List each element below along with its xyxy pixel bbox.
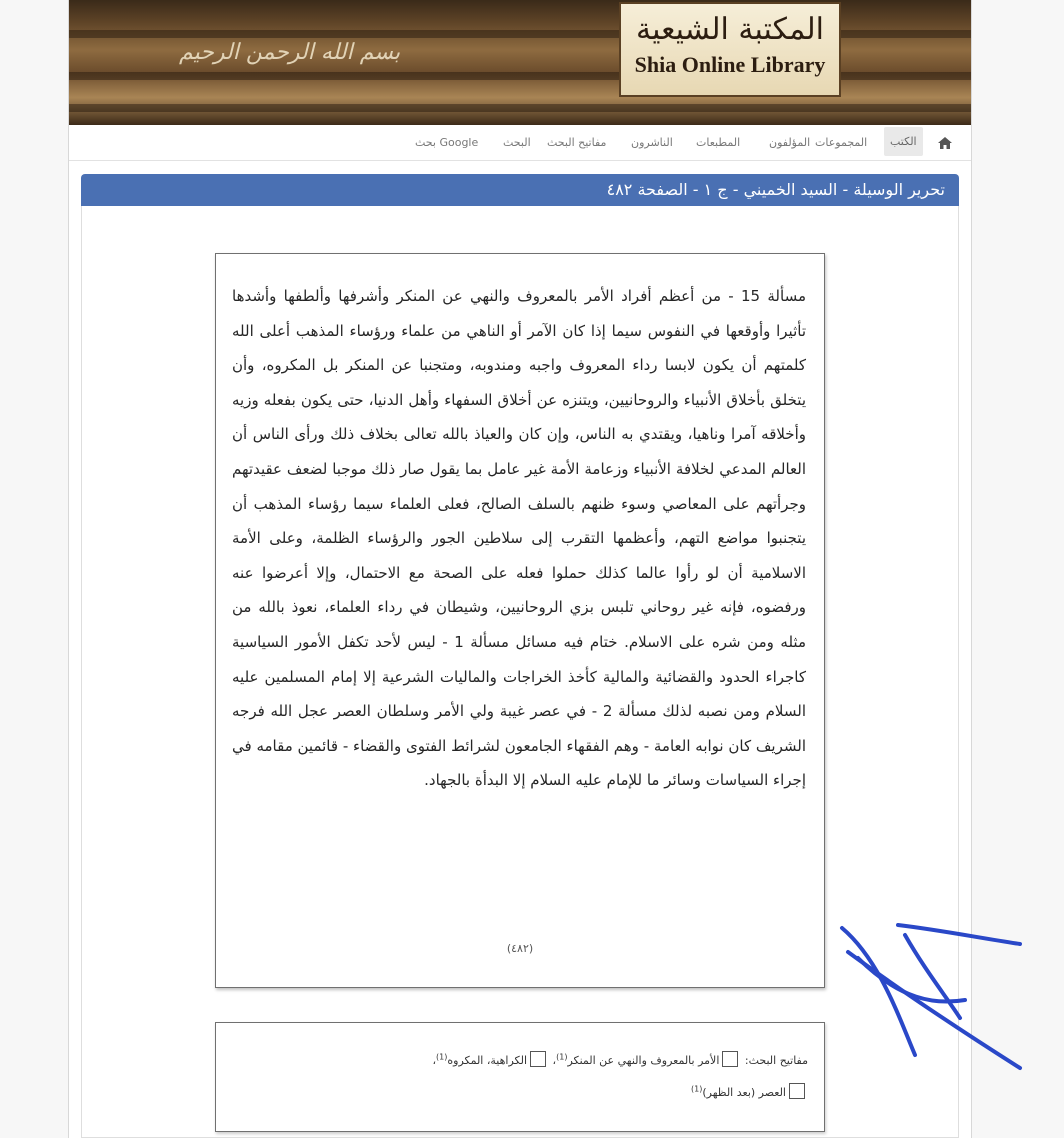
nav-search[interactable]: البحث (503, 136, 531, 149)
nav-authors[interactable]: المؤلفون (769, 136, 811, 149)
search-keys-line-1: مفاتيح البحث: الأمر بالمعروف والنهي عن المنكر$^{(1)}$، الكراهية، المكروه$^{(1)}$، (432, 1052, 808, 1067)
page-title: تحرير الوسيلة - السيد الخميني - ج ١ - الصفحة ٤٨٢ (81, 174, 959, 206)
keyword-count: (1) (556, 1052, 568, 1062)
nav-printers[interactable]: المطبعات (696, 136, 741, 149)
logo-arabic: المكتبة الشيعية (635, 12, 824, 47)
page-number: (٤٨٢) (506, 942, 534, 955)
keyword-label[interactable]: العصر (بعد الظهر) (702, 1086, 786, 1099)
logo-english: Shia Online Library (634, 52, 826, 77)
basmala-calligraphy: بسم الله الرحمن الرحيم (179, 40, 401, 65)
search-keys-label: مفاتيح البحث: (744, 1054, 808, 1067)
pen-stroke (848, 952, 1020, 1068)
keyword-label[interactable]: الأمر بالمعروف والنهي عن المنكر (567, 1054, 720, 1067)
pen-stroke (905, 935, 960, 1018)
nav-publishers[interactable]: الناشرون (631, 136, 673, 149)
keyword-count: (1) (436, 1052, 448, 1062)
pen-stroke (898, 925, 1020, 944)
keyword-count: (1) (691, 1084, 703, 1094)
nav-books[interactable]: الكتب (884, 127, 923, 156)
nav-google-search[interactable]: بحث Google (415, 136, 479, 149)
nav-search-keys[interactable]: مفاتيح البحث (547, 136, 607, 149)
book-text: مسألة 15 - من أعظم أفراد الأمر بالمعروف والنهي عن المنكر وأشرفها وألطفها وأشدها تأثيرا وأوقعها في النفوس سيما إذا كان الآمر أو الناهي من علماء ورؤساء المذهب أعلى الله كلمتهم أن يكون لابسا رداء المعروف واجبه ومندوبه، ومتجنبا عن المنكر بل المكروه، وأن يتخلق بأخلاق الأنبياء والروحانيين، ويتنزه عن أخلاق السفهاء وأهل الدنيا، حتى يكون بفعله وزيه وأخلاقه آمرا وناهيا، ويقتدي به الناس، وإن كان والعياذ بالله تعالى بخلاف ذلك ورأى الناس أن العالم المدعي لخلافة الأنبياء وزعامة الأمة غير عامل بما يقول صار ذلك موجبا لضعف عقيدتهم وجرأتهم على المعاصي وسوء ظنهم بالسلف الصالح، فعلى العلماء سيما رؤساء المذهب أن يتجنبوا مواضع التهم، وأعظمها التقرب إلى سلاطين الجور والرؤساء الظلمة، وعلى الأمة الاسلامية أن لو رأوا عالما كذلك حملوا فعله على الصحة مع الاحتمال، وإلا أعرضوا عنه ورفضوه، فإنه غير روحاني تلبس بزي الروحانيين، وشيطان في رداء العلماء، نعوذ بالله من مثله ومن شره على الاسلام. ختام فيه مسائل مسألة 1 - ليس لأحد تكفل الأمور السياسية كاجراء الحدود والقضائية والمالية كأخذ الخراجات والماليات الشرعية إلا إمام المسلمين عليه السلام ومن نصبه لذلك مسألة 2 - في عصر غيبة ولي الأمر وسلطان العصر عجل الله فرجه الشريف كان نوابه العامة - وهم الفقهاء الجامعون لشرائط الفتوى والقضاء - قائمين مقامه في إجراء السياسات وسائر ما للإمام عليه السلام إلا البدأة بالجهاد. (232, 287, 806, 790)
nav-collections[interactable]: المجموعات (815, 136, 868, 149)
keyword-label[interactable]: الكراهية، المكروه (447, 1054, 528, 1067)
